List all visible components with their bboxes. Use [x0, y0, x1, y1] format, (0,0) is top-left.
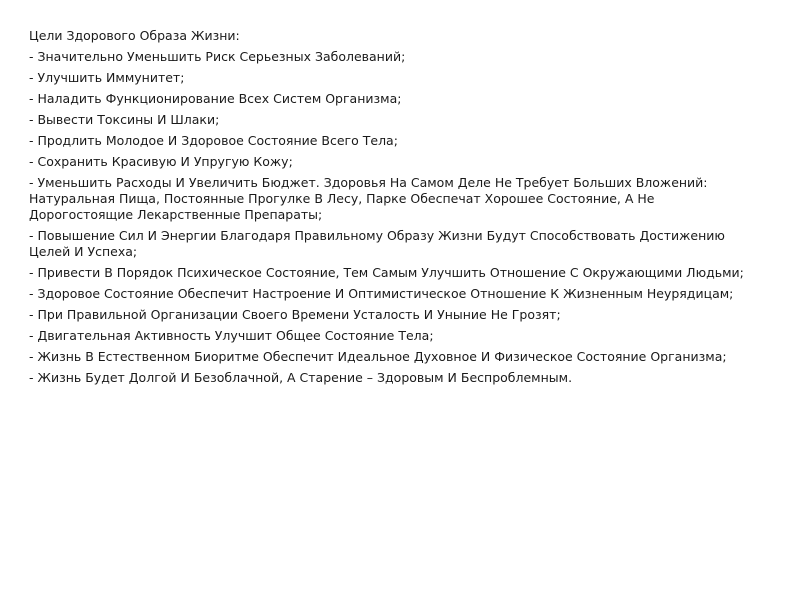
list-item: - Наладить Функционирование Всех Систем Организма;: [29, 91, 402, 106]
list-item: - Двигательная Активность Улучшит Общее Состояние Тела;: [29, 328, 434, 343]
list-item: - Здоровое Состояние Обеспечит Настроение И Оптимистическое Отношение К Жизненным Неурядицам;: [29, 286, 734, 301]
list-item: - Повышение Сил И Энергии Благодаря Правильному Образу Жизни Будут Способствовать Достижению Целей И Успеха;: [29, 228, 725, 259]
slide-text-block: [29, 28, 749, 391]
list-item: - При Правильной Организации Своего Времени Усталость И Уныние Не Грозят;: [29, 307, 561, 322]
list-item: - Привести В Порядок Психическое Состояние, Тем Самым Улучшить Отношение С Окружающими Людьми;: [29, 265, 744, 280]
list-item: - Значительно Уменьшить Риск Серьезных Заболеваний;: [29, 49, 406, 64]
list-item: - Сохранить Красивую И Упругую Кожу;: [29, 154, 293, 169]
list-item: - Уменьшить Расходы И Увеличить Бюджет. Здоровья На Самом Деле Не Требует Больших Вложений: Натуральная Пища, Постоянные Прогулке В Лесу, Парке Обеспечат Хорошее Состояние, А Не Дорогостоящие Лекарственные Препараты;: [29, 175, 708, 222]
list-item: - Жизнь В Естественном Биоритме Обеспечит Идеальное Духовное И Физическое Состояние Организма;: [29, 349, 727, 364]
list-item: - Продлить Молодое И Здоровое Состояние Всего Тела;: [29, 133, 398, 148]
list-item: - Жизнь Будет Долгой И Безоблачной, А Старение – Здоровым И Беспроблемным.: [29, 370, 573, 385]
slide-title: Цели Здорового Образа Жизни:: [29, 28, 240, 43]
list-item: - Улучшить Иммунитет;: [29, 70, 185, 85]
list-item: - Вывести Токсины И Шлаки;: [29, 112, 220, 127]
